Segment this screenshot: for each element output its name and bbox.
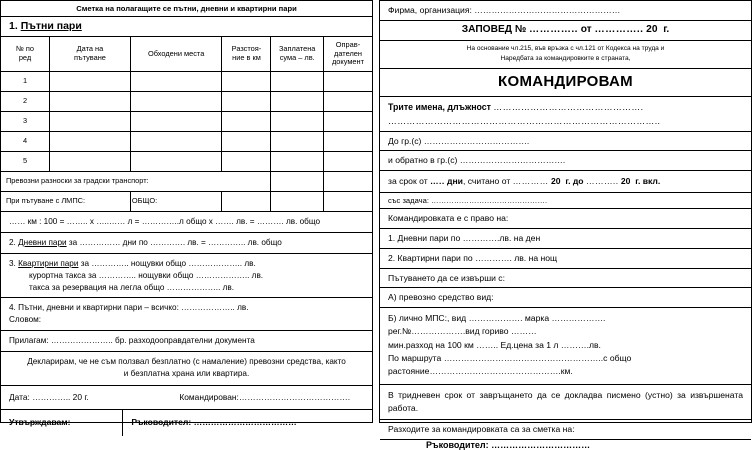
cell-document[interactable] bbox=[323, 152, 372, 172]
section-1-number: 1. bbox=[9, 20, 18, 32]
km-formula-row: …… км : 100 = …….. х …..…… л = …………..л общо х ……. лв. = ………. лв. общо bbox=[1, 212, 372, 233]
row-number-cell: 1 bbox=[1, 72, 50, 92]
cell-distance[interactable] bbox=[222, 132, 271, 152]
manager-signature-field[interactable]: Ръководител: …………………………… bbox=[426, 440, 591, 450]
date-field[interactable]: Дата: ………….. 20 г. bbox=[9, 391, 89, 402]
row-number-cell: 3 bbox=[1, 112, 50, 132]
section-3-rest: за ………….. нощувки общо ……………….. лв. bbox=[80, 258, 256, 268]
label-lmps-total: ОБЩО: bbox=[130, 192, 222, 212]
table-row bbox=[1, 112, 372, 132]
cell-amount[interactable] bbox=[271, 152, 324, 172]
period-to-field[interactable]: ……….. bbox=[585, 176, 619, 187]
cell-travel-date[interactable] bbox=[50, 92, 131, 112]
order-date-field[interactable]: ………….. bbox=[594, 23, 644, 35]
period-suffix: г. вкл. bbox=[635, 176, 661, 187]
rights-header: Командировката е с право на: bbox=[380, 209, 751, 229]
declaration-block bbox=[1, 352, 372, 386]
cell-amount[interactable] bbox=[271, 192, 324, 212]
cell-visited-places[interactable] bbox=[130, 132, 222, 152]
legal-line-2: Наредбата за командировките в страната, bbox=[500, 55, 631, 63]
header-paid-amount bbox=[271, 37, 324, 72]
period-to-label: г. до bbox=[565, 176, 584, 187]
header-line: № по bbox=[15, 44, 35, 54]
option-b-personal-vehicle bbox=[380, 308, 751, 385]
travel-rows-table bbox=[1, 37, 372, 212]
header-line: дателен bbox=[334, 48, 362, 58]
daily-allowance-field[interactable]: 1. Дневни пари по ………….лв. на ден bbox=[380, 229, 751, 249]
period-days-field[interactable]: ….. bbox=[430, 176, 445, 187]
order-year-suffix: г. bbox=[663, 23, 670, 35]
manager-signature-field[interactable]: Ръководител: ……………………………… bbox=[131, 416, 297, 427]
komandirovam-heading: КОМАНДИРОВАМ bbox=[380, 69, 751, 98]
cell-document[interactable] bbox=[323, 172, 372, 192]
table-row bbox=[1, 152, 372, 172]
cell-distance[interactable] bbox=[222, 192, 271, 212]
label-lmps-travel: При пътуване с ЛМПС: bbox=[1, 192, 130, 212]
section-2-row bbox=[1, 233, 372, 254]
order-year: 20 bbox=[646, 23, 658, 35]
period-days-word: дни bbox=[447, 176, 463, 187]
travel-method-header: Пътуването да се извърши с: bbox=[380, 269, 751, 289]
expenses-charged-to-field[interactable]: Разходите за командировката са за сметка на: bbox=[380, 420, 751, 440]
cell-travel-date[interactable] bbox=[50, 152, 131, 172]
task-field[interactable]: със задача: ………………………………………. bbox=[380, 193, 751, 209]
table-row-city-transport bbox=[1, 172, 372, 192]
header-line: ред bbox=[18, 53, 32, 62]
option-b-line-1[interactable]: Б) лично МПС:, вид ………………. марка ………………. bbox=[388, 313, 606, 324]
header-line: сума – лв. bbox=[279, 53, 315, 62]
cell-distance[interactable] bbox=[222, 92, 271, 112]
period-counted-label: , считано от bbox=[462, 176, 511, 187]
order-number-field[interactable]: ………….. bbox=[529, 23, 578, 35]
declaration-line-1: Декларирам, че не съм ползвал безплатно (с намаление) превозни средства, както bbox=[27, 357, 346, 367]
option-b-line-3[interactable]: мин.разход на 100 км …….. Ед.цена за 1 л ……….лв. bbox=[388, 339, 601, 350]
section-3-line-2: курортна такса за ………….. нощувки общо ……………….. лв. bbox=[29, 270, 264, 280]
report-requirement-text: В тридневен срок от завръщането да се докладва писмено (устно) за извършената работа. bbox=[380, 385, 751, 421]
names-label: Трите имена, длъжност bbox=[388, 102, 491, 113]
cell-distance[interactable] bbox=[222, 72, 271, 92]
legal-line-1: На основание чл.215, във връзка с чл.121 от Кодекса на труда и bbox=[466, 45, 665, 53]
header-row-number bbox=[1, 37, 50, 72]
cell-visited-places[interactable] bbox=[130, 92, 222, 112]
cell-visited-places[interactable] bbox=[130, 152, 222, 172]
option-b-line-4[interactable]: По маршрута ………………………………………………..с общо bbox=[388, 353, 632, 363]
destination-city-field[interactable]: До гр.(с) ………………………………. bbox=[380, 132, 751, 152]
header-justifying-document bbox=[323, 37, 372, 72]
section-1-title: Пътни пари bbox=[20, 20, 82, 32]
komandirovan-signature-field[interactable]: Командирован:…………………………………. bbox=[179, 391, 351, 402]
row-number-cell: 2 bbox=[1, 92, 50, 112]
header-line: Обходени места bbox=[148, 48, 205, 58]
header-line: ние в км bbox=[232, 53, 261, 62]
period-prefix: за срок от bbox=[388, 176, 428, 187]
cell-document[interactable] bbox=[323, 132, 372, 152]
cell-distance[interactable] bbox=[222, 112, 271, 132]
table-header-row bbox=[1, 37, 372, 72]
header-line: Дата на bbox=[76, 44, 104, 54]
section-4-total: 4. Пътни, дневни и квартирни пари – всичко: ……………….. лв. bbox=[9, 303, 249, 313]
cell-document[interactable] bbox=[323, 72, 372, 92]
cell-amount[interactable] bbox=[271, 112, 324, 132]
order-number-row bbox=[380, 21, 751, 42]
cell-amount[interactable] bbox=[271, 72, 324, 92]
header-line: Разстоя- bbox=[231, 44, 262, 54]
section-2-number: 2. bbox=[9, 237, 16, 247]
header-line: Оправ- bbox=[335, 39, 361, 49]
cell-document[interactable] bbox=[323, 112, 372, 132]
date-signature-row bbox=[1, 386, 372, 410]
header-distance-km bbox=[222, 37, 271, 72]
period-from-field[interactable]: ………… bbox=[512, 176, 549, 187]
cell-visited-places[interactable] bbox=[130, 112, 222, 132]
attachments-row: Прилагам: ………………….. бр. разходооправдателни документа bbox=[1, 331, 372, 352]
option-b-line-5[interactable]: растояние……………………………………….км. bbox=[388, 366, 573, 377]
section-3-title: Квартирни пари bbox=[18, 258, 79, 268]
cell-visited-places[interactable] bbox=[130, 72, 222, 92]
cell-distance[interactable] bbox=[222, 152, 271, 172]
firm-organization-field[interactable]: Фирма, организация: …………………………………………… bbox=[380, 1, 751, 21]
approve-label: Утвърждавам: bbox=[1, 410, 123, 436]
names-line-1 bbox=[388, 101, 743, 114]
section-4-row bbox=[1, 298, 372, 331]
section-2-title: Дневни пари bbox=[18, 237, 67, 247]
table-row bbox=[1, 132, 372, 152]
table-row bbox=[1, 92, 372, 112]
order-label: ЗАПОВЕД № bbox=[461, 23, 527, 35]
header-visited-places bbox=[130, 37, 222, 72]
order-from-label: от bbox=[580, 23, 592, 35]
header-line: документ bbox=[331, 57, 364, 67]
table-row-lmps bbox=[1, 192, 372, 212]
cell-document[interactable] bbox=[323, 92, 372, 112]
cell-travel-date[interactable] bbox=[50, 72, 131, 92]
row-number-cell: 5 bbox=[1, 152, 50, 172]
left-panel-title: Сметка на полагащите се пътни, дневни и квартирни пари bbox=[1, 1, 372, 17]
accommodation-allowance-field[interactable]: 2. Квартирни пари по …………. лв. на нощ bbox=[380, 249, 751, 269]
travel-expense-account-panel bbox=[0, 0, 373, 427]
label-city-transport: Превозни разноски за градски транспорт: bbox=[1, 172, 271, 192]
period-year-2: 20 bbox=[620, 176, 631, 187]
header-travel-date bbox=[50, 37, 131, 72]
legal-basis-text bbox=[380, 41, 751, 68]
table-row bbox=[1, 72, 372, 92]
cell-document[interactable] bbox=[323, 192, 372, 212]
section-2-rest: за …………… дни по …………. лв. = ………….. лв. общо bbox=[68, 237, 282, 247]
header-line: пътуване bbox=[73, 53, 106, 62]
section-3-number: 3. bbox=[9, 258, 16, 268]
cell-amount[interactable] bbox=[271, 132, 324, 152]
cell-travel-date[interactable] bbox=[50, 112, 131, 132]
period-year-1: 20 bbox=[551, 176, 561, 187]
names-position-row bbox=[380, 97, 751, 131]
section-3-line-3: такса за резервация на легла общо ……………….. лв. bbox=[29, 282, 235, 292]
header-line: Заплатена bbox=[278, 44, 316, 54]
section-3-line-1 bbox=[9, 258, 364, 270]
option-b-line-2[interactable]: рег.№……………….вид гориво ……… bbox=[388, 326, 537, 337]
cell-amount[interactable] bbox=[271, 92, 324, 112]
option-a-vehicle-type[interactable]: А) превозно средство вид: bbox=[380, 288, 751, 308]
business-trip-order-panel bbox=[379, 0, 752, 450]
section-3-row bbox=[1, 254, 372, 299]
slovom-label: Словом: bbox=[9, 315, 42, 325]
names-field[interactable]: …………………………………………. bbox=[493, 102, 644, 113]
return-city-field[interactable]: и обратно в гр.(с) ………………………………. bbox=[380, 151, 751, 171]
cell-travel-date[interactable] bbox=[50, 132, 131, 152]
row-number-cell: 4 bbox=[1, 132, 50, 152]
names-field-line-2[interactable]: …………………………………………………………………………….. bbox=[388, 115, 661, 126]
section-1-heading bbox=[1, 17, 372, 37]
cell-amount[interactable] bbox=[271, 172, 324, 192]
trip-period-row bbox=[380, 171, 751, 193]
declaration-line-2: и безплатна храна или квартира. bbox=[123, 369, 250, 379]
